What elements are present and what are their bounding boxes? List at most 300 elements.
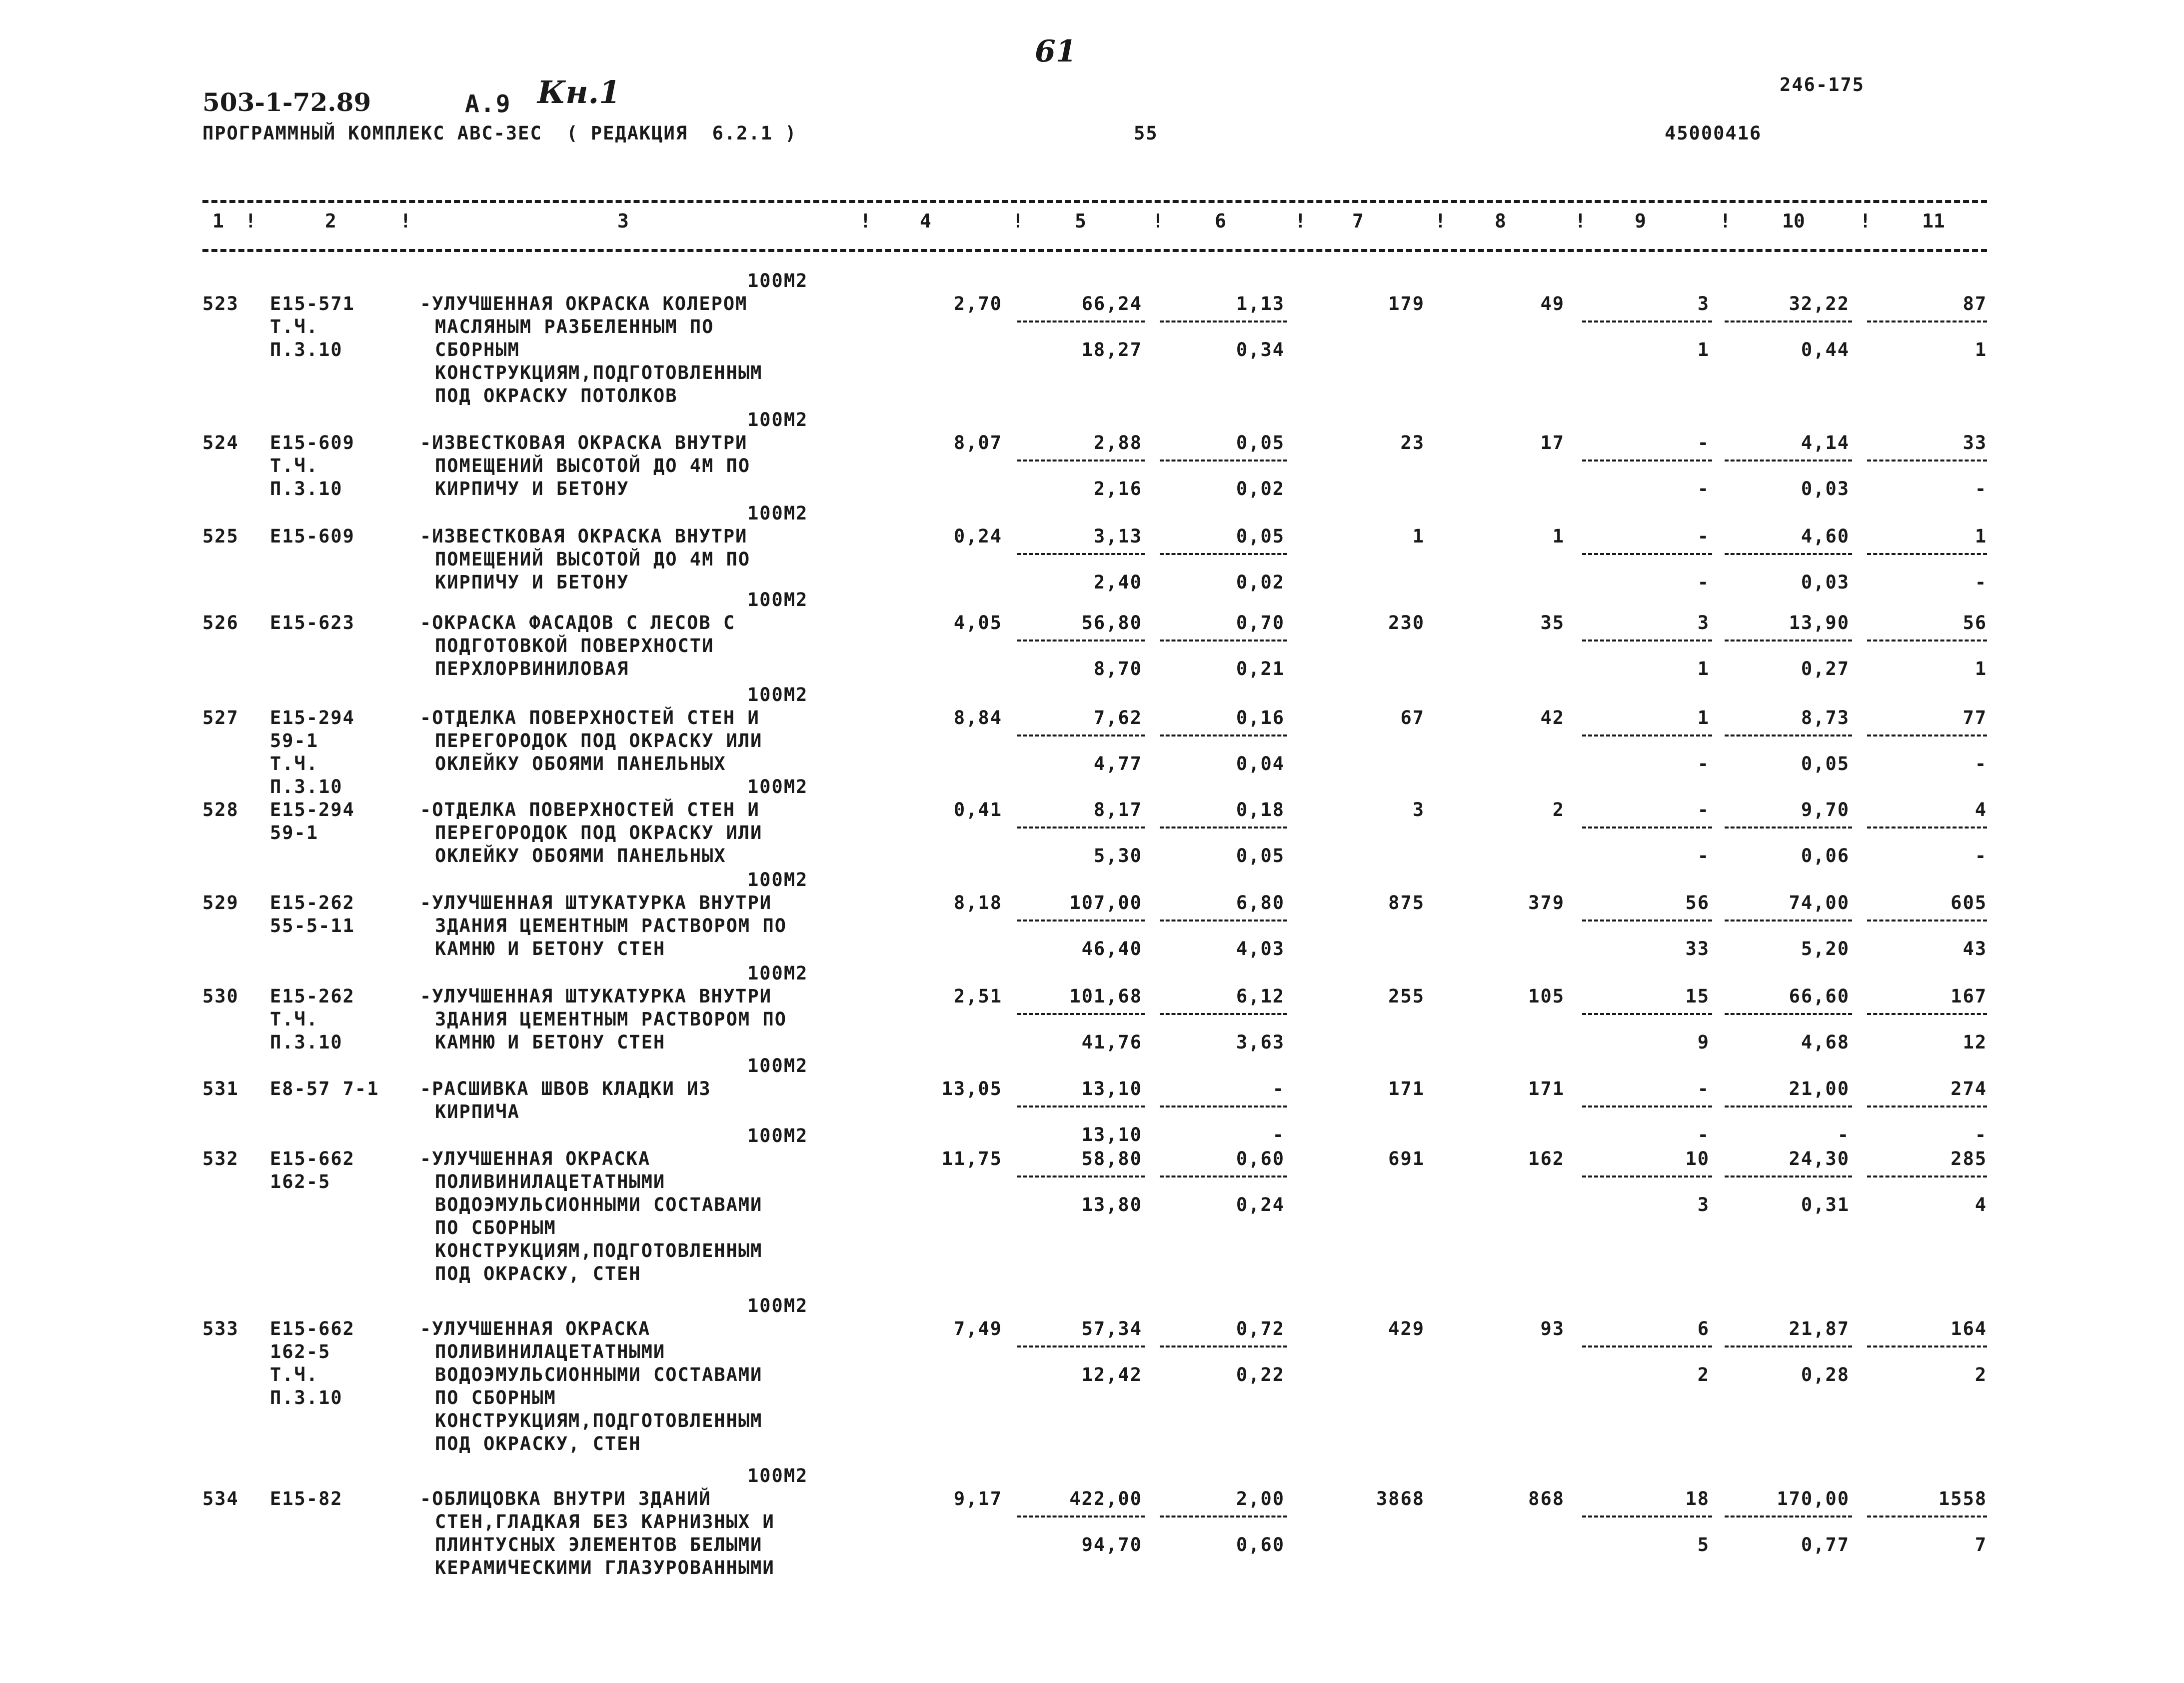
- value-c10: 21,87: [1789, 1318, 1850, 1340]
- norm-code-extra: Т.Ч.: [270, 1364, 319, 1386]
- value-c6b: 0,05: [1236, 845, 1285, 866]
- norm-code-extra: Т.Ч.: [270, 1008, 319, 1030]
- norm-code-extra: 55-5-11: [270, 915, 355, 936]
- value-c7: 3868: [1376, 1488, 1425, 1510]
- value-c11: 33: [1963, 432, 1987, 454]
- norm-code: Е15-262: [270, 986, 355, 1007]
- book-handwritten: Кн.1: [537, 74, 621, 110]
- value-divider: [1867, 553, 1987, 555]
- value-c9: 10: [1685, 1148, 1710, 1170]
- value-divider: [1160, 460, 1287, 462]
- value-c5: 66,24: [1081, 293, 1142, 314]
- column-header: 9: [1635, 210, 1646, 232]
- value-c5b: 2,16: [1093, 478, 1142, 500]
- unit-label: 100М2: [747, 1295, 808, 1316]
- value-divider: [1017, 320, 1145, 322]
- value-c6b: 0,22: [1236, 1364, 1285, 1386]
- value-c9: -: [1697, 526, 1710, 547]
- value-c9: 1: [1697, 707, 1710, 728]
- work-description-line: -ИЗВЕСТКОВАЯ ОКРАСКА ВНУТРИ: [420, 526, 748, 547]
- value-c9b: 3: [1697, 1194, 1710, 1216]
- row-number: 533: [202, 1318, 239, 1340]
- value-c11b: 1: [1975, 339, 1987, 360]
- norm-code-extra: П.3.10: [270, 1032, 343, 1053]
- row-number: 524: [202, 432, 239, 454]
- row-number: 530: [202, 986, 239, 1007]
- value-divider: [1160, 734, 1287, 736]
- value-c10: 21,00: [1789, 1078, 1850, 1100]
- value-c11: 164: [1951, 1318, 1987, 1340]
- work-description-line: ПОЛИВИНИЛАЦЕТАТНЫМИ: [435, 1341, 666, 1362]
- norm-code: Е15-571: [270, 293, 355, 314]
- work-description-line: ОКЛЕЙКУ ОБОЯМИ ПАНЕЛЬНЫХ: [435, 845, 726, 866]
- work-description-line: -РАСШИВКА ШВОВ КЛАДКИ ИЗ: [420, 1078, 711, 1100]
- norm-code-extra: Т.Ч.: [270, 455, 319, 476]
- value-c5: 101,68: [1069, 986, 1142, 1007]
- value-c11b: 12: [1963, 1032, 1987, 1053]
- value-c9: 6: [1697, 1318, 1710, 1340]
- work-description-line: КИРПИЧА: [435, 1101, 520, 1122]
- column-separator: !: [1295, 210, 1306, 232]
- work-description-line: ПЛИНТУСНЫХ ЭЛЕМЕНТОВ БЕЛЫМИ: [435, 1534, 763, 1556]
- value-c10: 4,14: [1801, 432, 1850, 454]
- value-c5b: 8,70: [1093, 658, 1142, 680]
- value-c9b: 1: [1697, 658, 1710, 680]
- value-c7: 1: [1412, 526, 1425, 547]
- value-c5: 3,13: [1093, 526, 1142, 547]
- value-c9: -: [1697, 1078, 1710, 1100]
- table-top-rule: [202, 200, 1987, 203]
- value-c4: 2,51: [953, 986, 1002, 1007]
- row-number: 532: [202, 1148, 239, 1170]
- value-c5: 2,88: [1093, 432, 1142, 454]
- norm-code-extra: Т.Ч.: [270, 316, 319, 338]
- value-c10: 74,00: [1789, 892, 1850, 914]
- value-c11: 56: [1963, 612, 1987, 634]
- work-description-line: КАМНЮ И БЕТОНУ СТЕН: [435, 1032, 666, 1053]
- work-description-line: КИРПИЧУ И БЕТОНУ: [435, 572, 629, 593]
- value-c6: -: [1272, 1078, 1285, 1100]
- value-c5b: 2,40: [1093, 572, 1142, 593]
- norm-code-extra: 59-1: [270, 730, 319, 752]
- work-description-line: -ИЗВЕСТКОВАЯ ОКРАСКА ВНУТРИ: [420, 432, 748, 454]
- norm-code-extra: 162-5: [270, 1171, 331, 1192]
- value-c11b: -: [1975, 753, 1987, 774]
- unit-label: 100М2: [747, 502, 808, 524]
- value-divider: [1582, 1346, 1712, 1348]
- value-c9b: -: [1697, 1124, 1710, 1146]
- value-c6: 6,12: [1236, 986, 1285, 1007]
- value-c9b: 2: [1697, 1364, 1710, 1386]
- unit-label: 100М2: [747, 1055, 808, 1076]
- value-c10: 170,00: [1777, 1488, 1850, 1510]
- value-c11b: -: [1975, 1124, 1987, 1146]
- value-c11b: 7: [1975, 1534, 1987, 1556]
- column-separator: !: [860, 210, 871, 232]
- program-line: ПРОГРАММНЫЙ КОМПЛЕКС АВС-ЗЕС ( РЕДАКЦИЯ 6.2.1 ): [202, 122, 797, 144]
- value-divider: [1725, 460, 1852, 462]
- value-c8: 17: [1540, 432, 1565, 454]
- value-c9: 18: [1685, 1488, 1710, 1510]
- value-c7: 691: [1388, 1148, 1425, 1170]
- column-header: 11: [1922, 210, 1945, 232]
- handwritten-page-number: 61: [1035, 34, 1077, 69]
- value-divider: [1582, 1013, 1712, 1015]
- work-description-line: ПОД ОКРАСКУ, СТЕН: [435, 1263, 641, 1284]
- work-description-line: -ОТДЕЛКА ПОВЕРХНОСТЕЙ СТЕН И: [420, 799, 760, 820]
- unit-label: 100М2: [747, 270, 808, 292]
- value-c10b: 0,77: [1801, 1534, 1850, 1556]
- unit-label: 100М2: [747, 1125, 808, 1146]
- value-c10: 4,60: [1801, 526, 1850, 547]
- value-c4: 0,41: [953, 799, 1002, 820]
- column-header: 6: [1215, 210, 1226, 232]
- work-description-line: СБОРНЫМ: [435, 339, 520, 360]
- value-c8: 49: [1540, 293, 1565, 314]
- value-c9b: -: [1697, 478, 1710, 500]
- norm-code: Е8-57 7-1: [270, 1078, 379, 1100]
- value-c5: 422,00: [1069, 1488, 1142, 1510]
- value-c11: 77: [1963, 707, 1987, 728]
- sheet-number: 55: [1134, 122, 1158, 144]
- doc-code: 503-1-72.89: [202, 88, 371, 117]
- value-divider: [1582, 1106, 1712, 1108]
- column-separator: !: [400, 210, 411, 232]
- value-c10b: 4,68: [1801, 1032, 1850, 1053]
- value-divider: [1867, 920, 1987, 922]
- value-c4: 13,05: [941, 1078, 1002, 1100]
- value-c6b: 0,02: [1236, 478, 1285, 500]
- value-c11b: 1: [1975, 658, 1987, 680]
- value-divider: [1867, 1346, 1987, 1348]
- norm-code: Е15-294: [270, 799, 355, 820]
- value-c8: 42: [1540, 707, 1565, 728]
- value-c6: 6,80: [1236, 892, 1285, 914]
- value-c8: 105: [1528, 986, 1565, 1007]
- code-top-right: 246-175: [1780, 74, 1865, 96]
- value-c5b: 12,42: [1081, 1364, 1142, 1386]
- value-c6: 0,05: [1236, 526, 1285, 547]
- work-description-line: КОНСТРУКЦИЯМ,ПОДГОТОВЛЕННЫМ: [435, 362, 763, 384]
- value-divider: [1582, 553, 1712, 555]
- unit-label: 100М2: [747, 776, 808, 798]
- norm-code: Е15-82: [270, 1488, 343, 1510]
- value-c10: 24,30: [1789, 1148, 1850, 1170]
- work-description-line: КОНСТРУКЦИЯМ,ПОДГОТОВЛЕННЫМ: [435, 1410, 763, 1432]
- value-c9: 3: [1697, 612, 1710, 634]
- row-number: 523: [202, 293, 239, 314]
- row-number: 534: [202, 1488, 239, 1510]
- value-c6b: 0,04: [1236, 753, 1285, 774]
- row-number: 529: [202, 892, 239, 914]
- value-c5b: 46,40: [1081, 938, 1142, 960]
- norm-code: Е15-609: [270, 432, 355, 454]
- value-divider: [1582, 826, 1712, 828]
- value-c5b: 13,10: [1081, 1124, 1142, 1146]
- work-description-line: ПЕРХЛОРВИНИЛОВАЯ: [435, 658, 629, 680]
- value-c7: 429: [1388, 1318, 1425, 1340]
- value-c8: 162: [1528, 1148, 1565, 1170]
- value-divider: [1867, 1516, 1987, 1518]
- value-c7: 230: [1388, 612, 1425, 634]
- work-description-line: КИРПИЧУ И БЕТОНУ: [435, 478, 629, 500]
- value-c11b: 2: [1975, 1364, 1987, 1386]
- work-description-line: ПЕРЕГОРОДОК ПОД ОКРАСКУ ИЛИ: [435, 730, 763, 752]
- value-c11: 285: [1951, 1148, 1987, 1170]
- row-number: 525: [202, 526, 239, 547]
- value-divider: [1017, 1346, 1145, 1348]
- value-divider: [1160, 1516, 1287, 1518]
- work-description-line: ПО СБОРНЫМ: [435, 1387, 556, 1408]
- value-divider: [1160, 553, 1287, 555]
- work-description-line: КОНСТРУКЦИЯМ,ПОДГОТОВЛЕННЫМ: [435, 1240, 763, 1262]
- work-description-line: -ОКРАСКА ФАСАДОВ С ЛЕСОВ С: [420, 612, 736, 634]
- work-description-line: -ОБЛИЦОВКА ВНУТРИ ЗДАНИЙ: [420, 1488, 711, 1510]
- value-divider: [1582, 1176, 1712, 1178]
- value-c9b: -: [1697, 572, 1710, 593]
- value-c9b: -: [1697, 845, 1710, 866]
- norm-code: Е15-294: [270, 707, 355, 728]
- column-separator: !: [1012, 210, 1024, 232]
- value-c9b: 1: [1697, 339, 1710, 360]
- value-c5: 57,34: [1081, 1318, 1142, 1340]
- value-c9: -: [1697, 799, 1710, 820]
- value-divider: [1582, 320, 1712, 322]
- work-description-line: ПОД ОКРАСКУ, СТЕН: [435, 1433, 641, 1454]
- value-c11b: -: [1975, 845, 1987, 866]
- norm-code: Е15-662: [270, 1318, 355, 1340]
- work-description-line: ПО СБОРНЫМ: [435, 1217, 556, 1238]
- norm-code: Е15-609: [270, 526, 355, 547]
- value-c5: 107,00: [1069, 892, 1142, 914]
- column-header: 8: [1495, 210, 1506, 232]
- row-number: 526: [202, 612, 239, 634]
- value-c6: 0,05: [1236, 432, 1285, 454]
- value-c4: 11,75: [941, 1148, 1002, 1170]
- value-c10b: 0,27: [1801, 658, 1850, 680]
- value-divider: [1017, 734, 1145, 736]
- norm-code-extra: 162-5: [270, 1341, 331, 1362]
- value-c8: 379: [1528, 892, 1565, 914]
- value-c6b: -: [1272, 1124, 1285, 1146]
- column-header: 1: [212, 210, 224, 232]
- value-c5b: 18,27: [1081, 339, 1142, 360]
- column-separator: !: [1575, 210, 1586, 232]
- value-divider: [1867, 1176, 1987, 1178]
- work-description-line: ЗДАНИЯ ЦЕМЕНТНЫМ РАСТВОРОМ ПО: [435, 915, 787, 936]
- column-separator: !: [1152, 210, 1164, 232]
- value-c11: 605: [1951, 892, 1987, 914]
- column-header: 7: [1352, 210, 1364, 232]
- value-divider: [1725, 1176, 1852, 1178]
- column-header: 5: [1075, 210, 1086, 232]
- value-c11b: -: [1975, 572, 1987, 593]
- value-c11b: 4: [1975, 1194, 1987, 1216]
- value-divider: [1867, 734, 1987, 736]
- value-divider: [1017, 1176, 1145, 1178]
- value-c9: 3: [1697, 293, 1710, 314]
- value-c7: 255: [1388, 986, 1425, 1007]
- value-c6: 0,60: [1236, 1148, 1285, 1170]
- value-c10b: 0,03: [1801, 572, 1850, 593]
- unit-label: 100М2: [747, 962, 808, 984]
- value-c8: 868: [1528, 1488, 1565, 1510]
- work-description-line: -УЛУЧШЕННАЯ ШТУКАТУРКА ВНУТРИ: [420, 892, 772, 914]
- work-description-line: СТЕН,ГЛАДКАЯ БЕЗ КАРНИЗНЫХ И: [435, 1511, 775, 1532]
- work-description-line: -УЛУЧШЕННАЯ ОКРАСКА КОЛЕРОМ: [420, 293, 748, 314]
- value-c10: 32,22: [1789, 293, 1850, 314]
- value-c5: 58,80: [1081, 1148, 1142, 1170]
- row-number: 527: [202, 707, 239, 728]
- value-c11: 167: [1951, 986, 1987, 1007]
- value-c8: 171: [1528, 1078, 1565, 1100]
- column-separator: !: [1435, 210, 1446, 232]
- norm-code-extra: 59-1: [270, 822, 319, 844]
- value-divider: [1017, 553, 1145, 555]
- value-divider: [1160, 640, 1287, 642]
- code-right: 45000416: [1665, 122, 1762, 144]
- value-c11b: -: [1975, 478, 1987, 500]
- value-c6b: 0,02: [1236, 572, 1285, 593]
- norm-code: Е15-623: [270, 612, 355, 634]
- work-description-line: ОКЛЕЙКУ ОБОЯМИ ПАНЕЛЬНЫХ: [435, 753, 726, 774]
- unit-label: 100М2: [747, 869, 808, 890]
- value-divider: [1160, 920, 1287, 922]
- value-divider: [1017, 1013, 1145, 1015]
- column-separator: !: [245, 210, 256, 232]
- value-c6b: 4,03: [1236, 938, 1285, 960]
- column-header: 2: [325, 210, 336, 232]
- value-c10: 9,70: [1801, 799, 1850, 820]
- value-c11b: 43: [1963, 938, 1987, 960]
- value-c10b: -: [1837, 1124, 1850, 1146]
- value-c11: 4: [1975, 799, 1987, 820]
- value-c4: 8,18: [953, 892, 1002, 914]
- value-c8: 35: [1540, 612, 1565, 634]
- value-c9: 56: [1685, 892, 1710, 914]
- norm-code-extra: Т.Ч.: [270, 753, 319, 774]
- value-divider: [1867, 1106, 1987, 1108]
- work-description-line: ЗДАНИЯ ЦЕМЕНТНЫМ РАСТВОРОМ ПО: [435, 1008, 787, 1030]
- value-divider: [1582, 1516, 1712, 1518]
- value-divider: [1017, 1516, 1145, 1518]
- work-description-line: ВОДОЭМУЛЬСИОННЫМИ СОСТАВАМИ: [435, 1364, 763, 1386]
- value-divider: [1725, 920, 1852, 922]
- norm-code-extra: П.3.10: [270, 1387, 343, 1408]
- value-divider: [1017, 920, 1145, 922]
- value-c9b: 9: [1697, 1032, 1710, 1053]
- column-separator: !: [1720, 210, 1731, 232]
- value-c4: 9,17: [953, 1488, 1002, 1510]
- value-c9: 15: [1685, 986, 1710, 1007]
- table-header-rule: [202, 249, 1987, 252]
- value-c6: 1,13: [1236, 293, 1285, 314]
- value-c10b: 0,05: [1801, 753, 1850, 774]
- value-c7: 171: [1388, 1078, 1425, 1100]
- row-number: 528: [202, 799, 239, 820]
- value-divider: [1725, 734, 1852, 736]
- work-description-line: ПОД ОКРАСКУ ПОТОЛКОВ: [435, 385, 678, 406]
- norm-code: Е15-662: [270, 1148, 355, 1170]
- value-divider: [1017, 826, 1145, 828]
- value-c5: 13,10: [1081, 1078, 1142, 1100]
- value-divider: [1725, 1346, 1852, 1348]
- value-c7: 179: [1388, 293, 1425, 314]
- value-divider: [1582, 640, 1712, 642]
- value-c4: 7,49: [953, 1318, 1002, 1340]
- value-divider: [1725, 1516, 1852, 1518]
- work-description-line: МАСЛЯНЫМ РАЗБЕЛЕННЫМ ПО: [435, 316, 714, 338]
- value-c7: 875: [1388, 892, 1425, 914]
- value-divider: [1017, 460, 1145, 462]
- value-c6b: 0,21: [1236, 658, 1285, 680]
- value-c11: 1558: [1938, 1488, 1987, 1510]
- album-label: А.9: [465, 90, 511, 118]
- value-divider: [1725, 320, 1852, 322]
- value-c6: 2,00: [1236, 1488, 1285, 1510]
- value-c6: 0,16: [1236, 707, 1285, 728]
- work-description-line: -УЛУЧШЕННАЯ ОКРАСКА: [420, 1318, 651, 1340]
- value-c5: 7,62: [1093, 707, 1142, 728]
- value-c8: 93: [1540, 1318, 1565, 1340]
- value-divider: [1725, 1106, 1852, 1108]
- value-c6b: 0,24: [1236, 1194, 1285, 1216]
- work-description-line: -УЛУЧШЕННАЯ ШТУКАТУРКА ВНУТРИ: [420, 986, 772, 1007]
- column-separator: !: [1860, 210, 1871, 232]
- value-c11: 87: [1963, 293, 1987, 314]
- value-c4: 0,24: [953, 526, 1002, 547]
- value-c10b: 0,28: [1801, 1364, 1850, 1386]
- unit-label: 100М2: [747, 684, 808, 706]
- value-divider: [1867, 320, 1987, 322]
- value-c10: 66,60: [1789, 986, 1850, 1007]
- value-c4: 8,07: [953, 432, 1002, 454]
- column-header: 4: [920, 210, 931, 232]
- work-description-line: ПОМЕЩЕНИЙ ВЫСОТОЙ ДО 4М ПО: [435, 455, 751, 476]
- value-c11: 1: [1975, 526, 1987, 547]
- column-header: 3: [617, 210, 629, 232]
- norm-code-extra: П.3.10: [270, 339, 343, 360]
- value-divider: [1017, 640, 1145, 642]
- value-divider: [1160, 1346, 1287, 1348]
- value-divider: [1867, 460, 1987, 462]
- value-c9b: 33: [1685, 938, 1710, 960]
- value-c5b: 5,30: [1093, 845, 1142, 866]
- value-divider: [1867, 826, 1987, 828]
- value-c6: 0,70: [1236, 612, 1285, 634]
- value-divider: [1160, 1013, 1287, 1015]
- value-divider: [1867, 1013, 1987, 1015]
- value-divider: [1160, 1106, 1287, 1108]
- value-c9b: -: [1697, 753, 1710, 774]
- value-c6b: 3,63: [1236, 1032, 1285, 1053]
- norm-code: Е15-262: [270, 892, 355, 914]
- value-divider: [1582, 734, 1712, 736]
- value-c5b: 94,70: [1081, 1534, 1142, 1556]
- norm-code-extra: П.3.10: [270, 478, 343, 500]
- value-divider: [1725, 826, 1852, 828]
- value-c10b: 0,06: [1801, 845, 1850, 866]
- value-c9: -: [1697, 432, 1710, 454]
- value-c6b: 0,34: [1236, 339, 1285, 360]
- value-c5b: 13,80: [1081, 1194, 1142, 1216]
- value-c5: 8,17: [1093, 799, 1142, 820]
- value-c4: 2,70: [953, 293, 1002, 314]
- value-c8: 1: [1552, 526, 1565, 547]
- value-c6b: 0,60: [1236, 1534, 1285, 1556]
- value-c6: 0,72: [1236, 1318, 1285, 1340]
- work-description-line: ПОЛИВИНИЛАЦЕТАТНЫМИ: [435, 1171, 666, 1192]
